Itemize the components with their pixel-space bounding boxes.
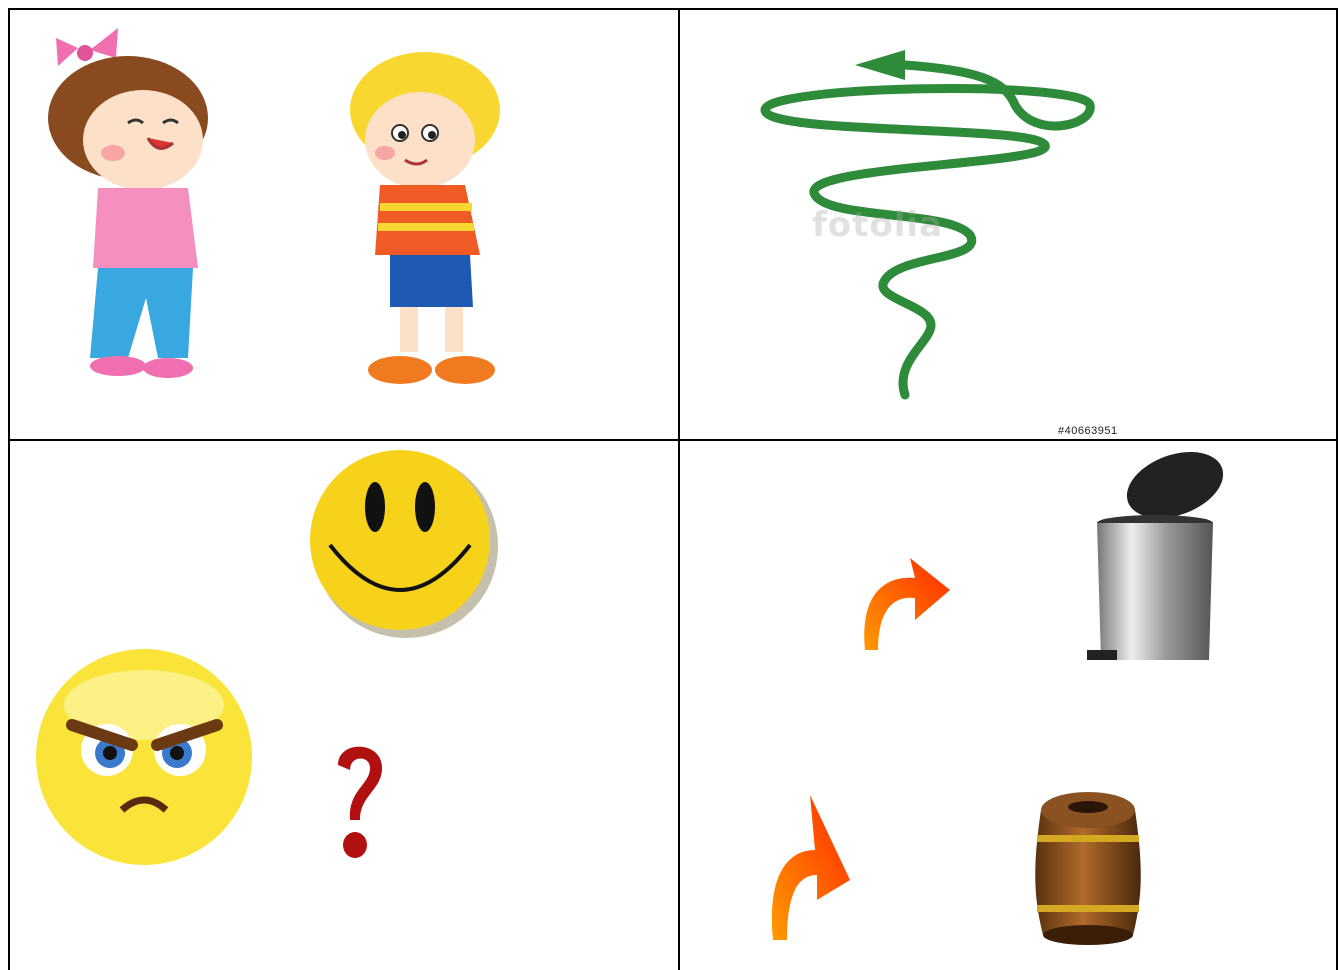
- vertical-divider: [678, 8, 680, 970]
- angry-smiley-icon: [32, 645, 257, 870]
- trash-can-icon: [1085, 445, 1230, 675]
- curved-arrow-icon-2: [765, 790, 855, 950]
- horizontal-divider: [8, 439, 1338, 441]
- boy-illustration: [345, 45, 515, 390]
- girl-illustration: [28, 28, 228, 388]
- happy-smiley-icon: [305, 445, 500, 640]
- image-code-label: #40663951: [1055, 425, 1121, 437]
- barrel-piggy-bank-icon: [1033, 785, 1143, 950]
- question-mark-icon: [330, 740, 390, 865]
- fotolia-watermark: fotolia: [812, 205, 944, 245]
- curved-arrow-icon: [860, 530, 955, 660]
